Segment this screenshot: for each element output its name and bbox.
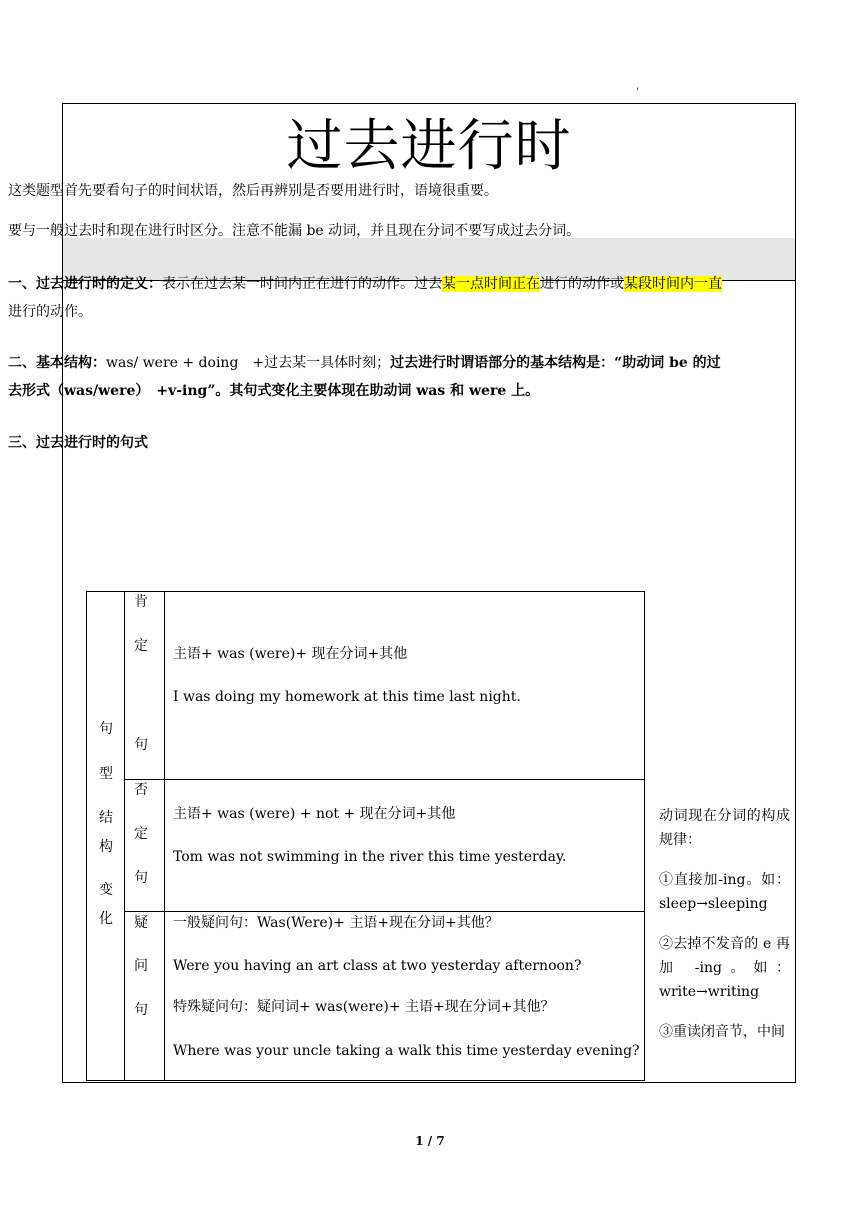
group-label-char: 化 <box>99 911 113 927</box>
structure-text-b: 过去进行时谓语部分的基本结构是：“助动词 be 的过去形式（was/were） +v-ing”。其句式变化主要体现在助动词 was 和 were 上。 <box>8 355 721 399</box>
affirmative-pattern: 主语+ was (were)+ 现在分词+其他 <box>173 646 408 662</box>
row-label-affirmative: 句 <box>134 737 148 753</box>
row-label-negative: 定 <box>134 826 148 842</box>
structure-heading: 二、基本结构： <box>8 355 106 371</box>
page-title: 过去进行时 <box>286 114 572 179</box>
negative-example: Tom was not swimming in the river this time yesterday. <box>173 849 567 865</box>
row-divider-2 <box>125 911 644 912</box>
row-label-affirmative: 肯 <box>134 594 148 610</box>
structure-text-a: was/ were + doing +过去某一具体时刻； <box>106 355 391 371</box>
special-question-example: Where was your uncle taking a walk this time yesterday evening? <box>173 1043 640 1059</box>
general-question-example: Were you having an art class at two yesterday afternoon? <box>173 958 582 974</box>
group-label-char: 型 <box>99 766 113 782</box>
group-label-char: 变 <box>99 882 113 898</box>
group-label-char: 结 <box>99 810 113 826</box>
row-label-negative: 否 <box>134 782 148 798</box>
paragraph-definition <box>8 270 726 326</box>
group-label-char: 句 <box>99 721 113 737</box>
table-divider-2 <box>164 592 165 1080</box>
section-heading-forms: 三、过去进行时的句式 <box>8 435 148 451</box>
row-label-question: 句 <box>134 1002 148 1018</box>
definition-highlight-a: 某一点时间正在 <box>442 276 540 292</box>
row-label-affirmative: 定 <box>134 638 148 654</box>
table-divider-1 <box>124 592 125 1080</box>
affirmative-example: I was doing my homework at this time last night. <box>173 689 521 705</box>
definition-highlight-b: 某段时间内一直 <box>624 276 722 292</box>
row-label-question: 问 <box>134 958 148 974</box>
paragraph-distinguish: 要与一般过去时和现在进行时区分。注意不能漏 be 动词，并且现在分词不要写成过去分词。 <box>8 223 581 239</box>
definition-heading: 一、过去进行时的定义： <box>8 276 162 292</box>
side-note-heading: 动词现在分词的构成规律： <box>659 808 790 848</box>
side-note-rule-1: ①直接加-ing。如：sleep→sleeping <box>659 872 790 912</box>
definition-text-a: 表示在过去某一时间内正在进行的动作。过去 <box>162 276 442 292</box>
special-question-pattern: 特殊疑问句：疑问词+ was(were)+ 主语+现在分词+其他？ <box>173 999 555 1015</box>
side-note-rule-2: ②去掉不发音的 e 再加 -ing。如：write→writing <box>659 936 790 1000</box>
page-number: 1 / 7 <box>415 1134 445 1148</box>
group-label-char: 构 <box>99 839 113 855</box>
side-note-rule-3: ③重读闭音节，中间 <box>659 1024 785 1040</box>
paragraph-structure <box>8 349 726 405</box>
general-question-pattern: 一般疑问句：Was(Were)+ 主语+现在分词+其他？ <box>173 915 499 931</box>
definition-text-b: 进行的动作或 <box>540 276 624 292</box>
paragraph-tip: 这类题型首先要看句子的时间状语，然后再辨别是否要用进行时，语境很重要。 <box>8 183 498 199</box>
side-notes <box>659 804 790 1044</box>
row-divider-1 <box>125 779 644 780</box>
sentence-forms-table <box>86 591 645 1081</box>
definition-text-c: 进行的动作。 <box>8 304 92 320</box>
negative-pattern: 主语+ was (were) + not + 现在分词+其他 <box>173 806 456 822</box>
row-label-question: 疑 <box>134 915 148 931</box>
row-label-negative: 句 <box>134 870 148 886</box>
stray-mark: ' <box>636 87 639 98</box>
